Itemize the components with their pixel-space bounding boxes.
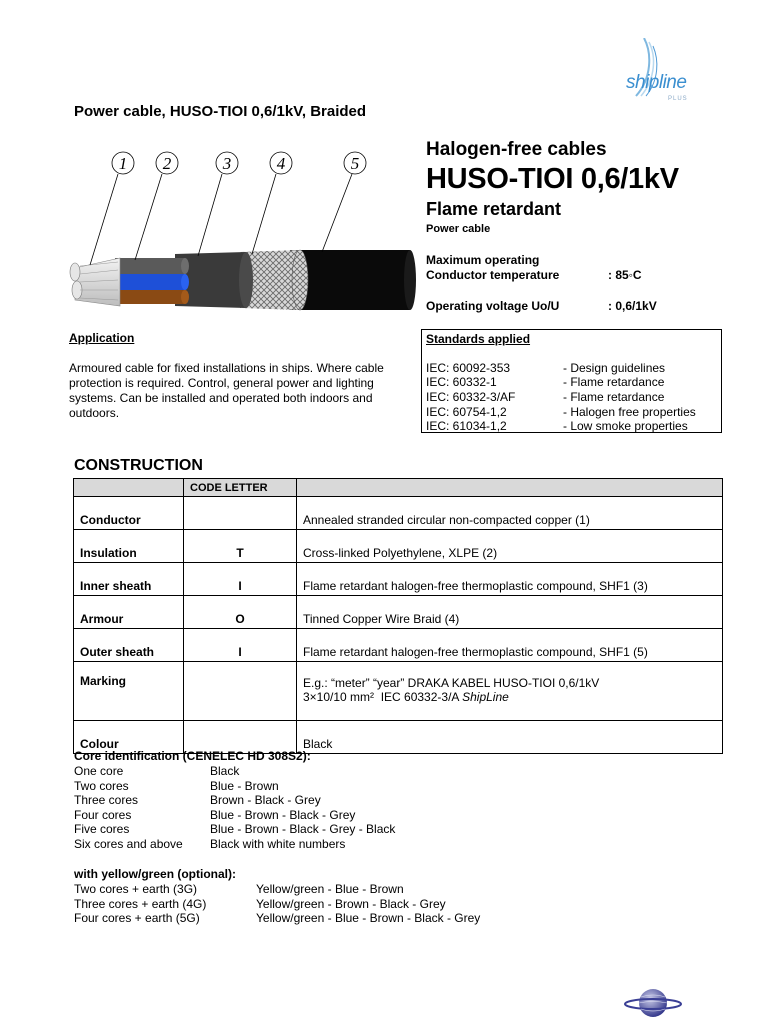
table-row [74,530,723,563]
globe-logo-icon [624,985,682,1021]
table-row [74,596,723,629]
component-cell: Marking [74,662,184,721]
core-label: Three cores [74,793,139,807]
description-cell: Tinned Copper Wire Braid (4) [297,596,723,629]
product-type: Power cable [426,223,491,235]
table-row [74,629,723,662]
cable-illustration [60,140,420,325]
construction-heading: CONSTRUCTION [74,457,203,474]
max-temp-label-1: Maximum operating [426,253,540,267]
description-cell: Annealed stranded circular non-compacted copper (1) [297,497,723,530]
callout-5: 5 [350,154,360,173]
marking-line-2-text: 3×10/10 mm² IEC 60332-3/A [303,690,463,704]
core-value: Brown - Black - Grey [210,793,321,807]
column-header-description [297,479,723,497]
component-cell: Outer sheath [74,629,184,662]
component-cell: Colour [74,721,184,754]
shipline-logo [622,38,718,108]
code-cell [184,497,297,530]
callout-2: 2 [162,154,172,173]
max-temp-label-2: Conductor temperature [426,268,560,282]
standard-code: IEC: 60092-353 [426,361,511,375]
earth-label: Four cores + earth (5G) [74,911,200,925]
product-feature: Flame retardant [426,199,562,219]
description-cell: Flame retardant halogen-free thermoplastic compound, SHF1 (5) [297,629,723,662]
application-heading: Application [69,331,135,345]
earth-value: Yellow/green - Brown - Black - Grey [256,897,446,911]
callout-4: 4 [276,154,286,173]
code-cell: O [184,596,297,629]
table-row [74,563,723,596]
voltage-value: : 0,6/1kV [608,299,657,313]
column-header-component [74,479,184,497]
earth-value: Yellow/green - Blue - Brown - Black - Grey [256,911,481,925]
with-earth-heading: with yellow/green (optional): [74,867,236,881]
core-value: Blue - Brown - Black - Grey - Black [210,822,396,836]
description-cell: Black [297,721,723,754]
marking-line-2 [303,690,716,704]
standard-desc: - Low smoke properties [563,419,688,433]
earth-value: Yellow/green - Blue - Brown [256,882,404,896]
core-value: Blue - Brown [210,779,279,793]
standard-code: IEC: 60754-1,2 [426,405,507,419]
core-label: Six cores and above [74,837,183,851]
code-cell [184,662,297,721]
standard-desc: - Halogen free properties [563,405,696,419]
earth-label: Three cores + earth (4G) [74,897,207,911]
code-cell: I [184,563,297,596]
component-cell: Insulation [74,530,184,563]
standard-desc: - Flame retardance [563,375,665,389]
logo-text: shipline [626,72,687,93]
column-header-code-letter: CODE LETTER [184,479,297,497]
code-cell: I [184,629,297,662]
earth-label: Two cores + earth (3G) [74,882,198,896]
standard-code: IEC: 61034-1,2 [426,419,507,433]
code-cell: T [184,530,297,563]
component-cell: Armour [74,596,184,629]
component-cell: Inner sheath [74,563,184,596]
callout-1: 1 [118,154,128,173]
core-label: Five cores [74,822,130,836]
standard-desc: - Flame retardance [563,390,665,404]
core-value: Black [210,764,240,778]
core-value: Black with white numbers [210,837,346,851]
standards-heading: Standards applied [426,332,531,346]
max-temp-value: : 85◦C [608,268,642,282]
core-label: Four cores [74,808,132,822]
construction-table [73,478,723,754]
standards-box [421,329,722,433]
core-value: Blue - Brown - Black - Grey [210,808,356,822]
standard-desc: - Design guidelines [563,361,666,375]
product-name: HUSO-TIOI 0,6/1kV [426,163,679,195]
table-header-row [74,479,723,497]
callout-3: 3 [222,154,232,173]
table-row-marking [74,662,723,721]
marking-line-1: E.g.: “meter” “year” DRAKA KABEL HUSO-TIOI 0,6/1kV [303,676,600,690]
voltage-label: Operating voltage Uo/U [426,299,560,313]
standard-code: IEC: 60332-1 [426,375,497,389]
core-identification-heading: Core identification (CENELEC HD 308S2): [74,749,311,763]
standard-code: IEC: 60332-3/AF [426,390,516,404]
logo-subtext: PLUS [668,96,688,102]
core-label: Two cores [74,779,129,793]
description-cell: Flame retardant halogen-free thermoplastic compound, SHF1 (3) [297,563,723,596]
table-row [74,497,723,530]
description-cell: Cross-linked Polyethylene, XLPE (2) [297,530,723,563]
marking-brand: ShipLine [462,690,509,704]
core-label: One core [74,764,124,778]
document-title: Power cable, HUSO-TIOI 0,6/1kV, Braided [74,103,367,120]
application-text: Armoured cable for fixed installations in ships. Where cable protection is required. Control, general power and lighting systems. Can be installed and operated both indoors and outdoors. [69,361,384,420]
component-cell: Conductor [74,497,184,530]
product-category: Halogen-free cables [426,139,607,160]
marking-description-cell [297,662,723,721]
